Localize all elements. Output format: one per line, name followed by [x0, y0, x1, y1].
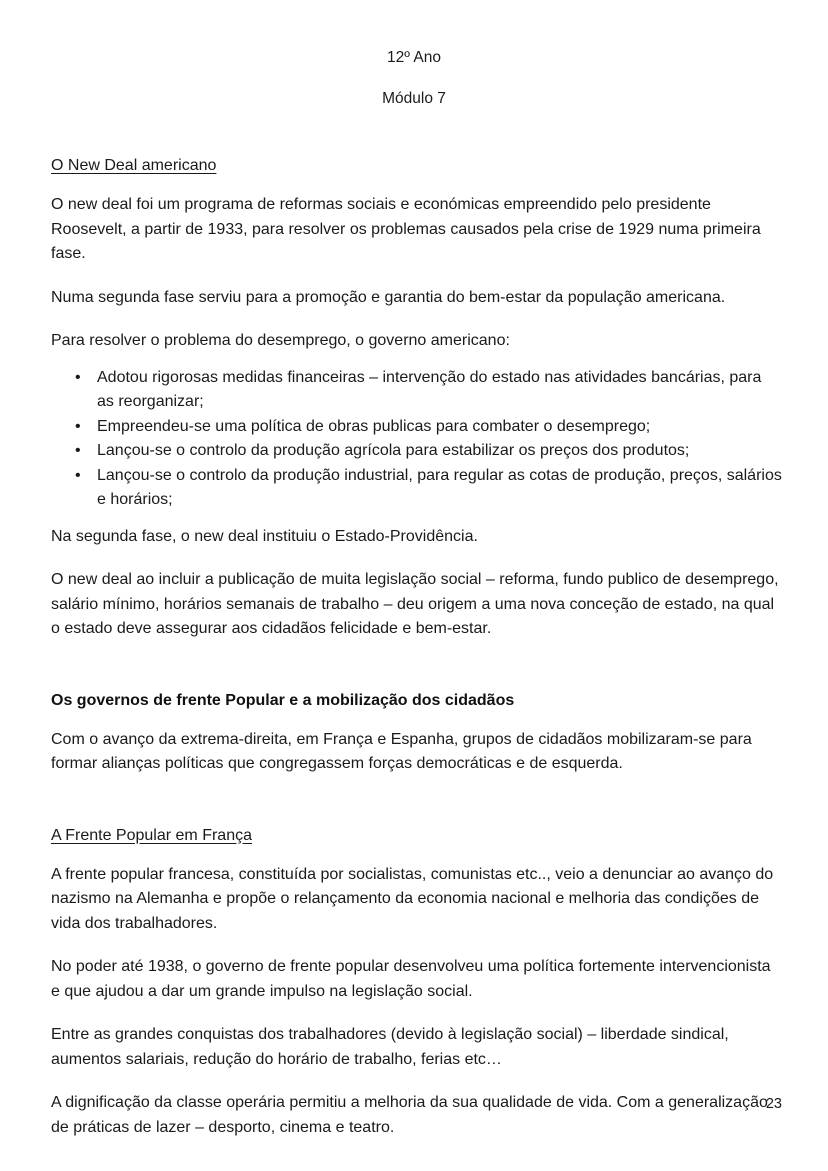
spacer: [51, 642, 782, 690]
spacer: [51, 1004, 782, 1023]
list-item-label: Lançou-se o controlo da produção agrícola para estabilizar os preços dos produtos;: [97, 442, 690, 459]
spacer: [51, 847, 782, 863]
spacer: [51, 712, 782, 728]
section-frente-popular-franca: [51, 825, 782, 1141]
paragraph-frente-popular-1: Com o avanço da extrema-direita, em França e Espanha, grupos de cidadãos mobilizaram-se para formar alianças políticas que congregassem forças democráticas e de esquerda.: [51, 730, 752, 772]
list-item: [51, 366, 782, 415]
section-heading-frente-popular: Os governos de frente Popular e a mobilização dos cidadãos: [51, 691, 515, 709]
spacer: [51, 267, 782, 286]
bullet-icon: •: [75, 417, 81, 435]
spacer: [51, 549, 782, 568]
page-number: 23: [765, 1096, 782, 1112]
paragraph-new-deal-5: O new deal ao incluir a publicação de muita legislação social – reforma, fundo publico de desemprego, salário mínimo, horários semanais de trabalho – deu origem a uma nova conceção de estado, na qual o estado deve assegurar aos cidadãos felicidade e bem-estar.: [51, 571, 779, 637]
section-frente-popular: [51, 690, 782, 777]
spacer: [51, 777, 782, 825]
bullet-icon: •: [75, 368, 81, 386]
spacer: [51, 354, 782, 366]
list-item: [51, 439, 782, 464]
list-item-label: Empreendeu-se uma política de obras publicas para combater o desemprego;: [97, 417, 651, 435]
paragraph-franca-1: A frente popular francesa, constituída por socialistas, comunistas etc.., veio a denunciar ao avanço do nazismo na Alemanha e propõe o relançamento da economia nacional e melhoria das condições de vida dos trabalhadores.: [51, 865, 774, 932]
section-heading-franca: A Frente Popular em França: [51, 826, 252, 844]
spacer: [51, 513, 782, 525]
header-year: 12º Ano: [387, 49, 441, 66]
paragraph-franca-2: No poder até 1938, o governo de frente popular desenvolveu uma política fortemente intervencionista e que ajudou a dar um grande impulso na legislação social.: [51, 958, 771, 1000]
spacer: [51, 310, 782, 329]
paragraph-new-deal-1: O new deal foi um programa de reformas sociais e económicas empreendido pelo presidente Roosevelt, a partir de 1933, para resolver os problemas causados pela crise de 1929 numa primeira fase.: [51, 196, 761, 262]
paragraph-new-deal-4: Na segunda fase, o new deal instituiu o Estado-Providência.: [51, 527, 478, 545]
paragraph-franca-4: A dignificação da classe operária permitiu a melhoria da sua qualidade de vida. Com a generalização de práticas de lazer – desporto, cinema e teatro.: [51, 1094, 768, 1136]
list-item-label: Adotou rigorosas medidas financeiras – intervenção do estado nas atividades bancárias, para as reorganizar;: [97, 368, 762, 410]
paragraph-new-deal-3: Para resolver o problema do desemprego, o governo americano:: [51, 332, 510, 349]
spacer: [51, 177, 782, 193]
section-heading-new-deal: O New Deal americano: [51, 157, 217, 174]
paragraph-new-deal-2: Numa segunda fase serviu para a promoção e garantia do bem-estar da população americana.: [51, 288, 726, 306]
header-module: Módulo 7: [382, 90, 446, 107]
list-item: [51, 415, 782, 440]
paragraph-franca-3: Entre as grandes conquistas dos trabalhadores (devido à legislação social) – liberdade sindical, aumentos salariais, redução do horário de trabalho, ferias etc…: [51, 1026, 729, 1068]
list-item: [51, 464, 782, 513]
spacer: [51, 1072, 782, 1091]
section-new-deal: [51, 155, 782, 642]
list-item-label: Lançou-se o controlo da produção industrial, para regular as cotas de produção, preços, salários e horários;: [97, 466, 782, 508]
document-body: [51, 155, 782, 1140]
bullet-icon: •: [75, 442, 81, 459]
bullet-icon: •: [75, 466, 81, 484]
document-header: [0, 0, 828, 109]
spacer: [51, 936, 782, 955]
new-deal-measures-list: [51, 366, 782, 513]
